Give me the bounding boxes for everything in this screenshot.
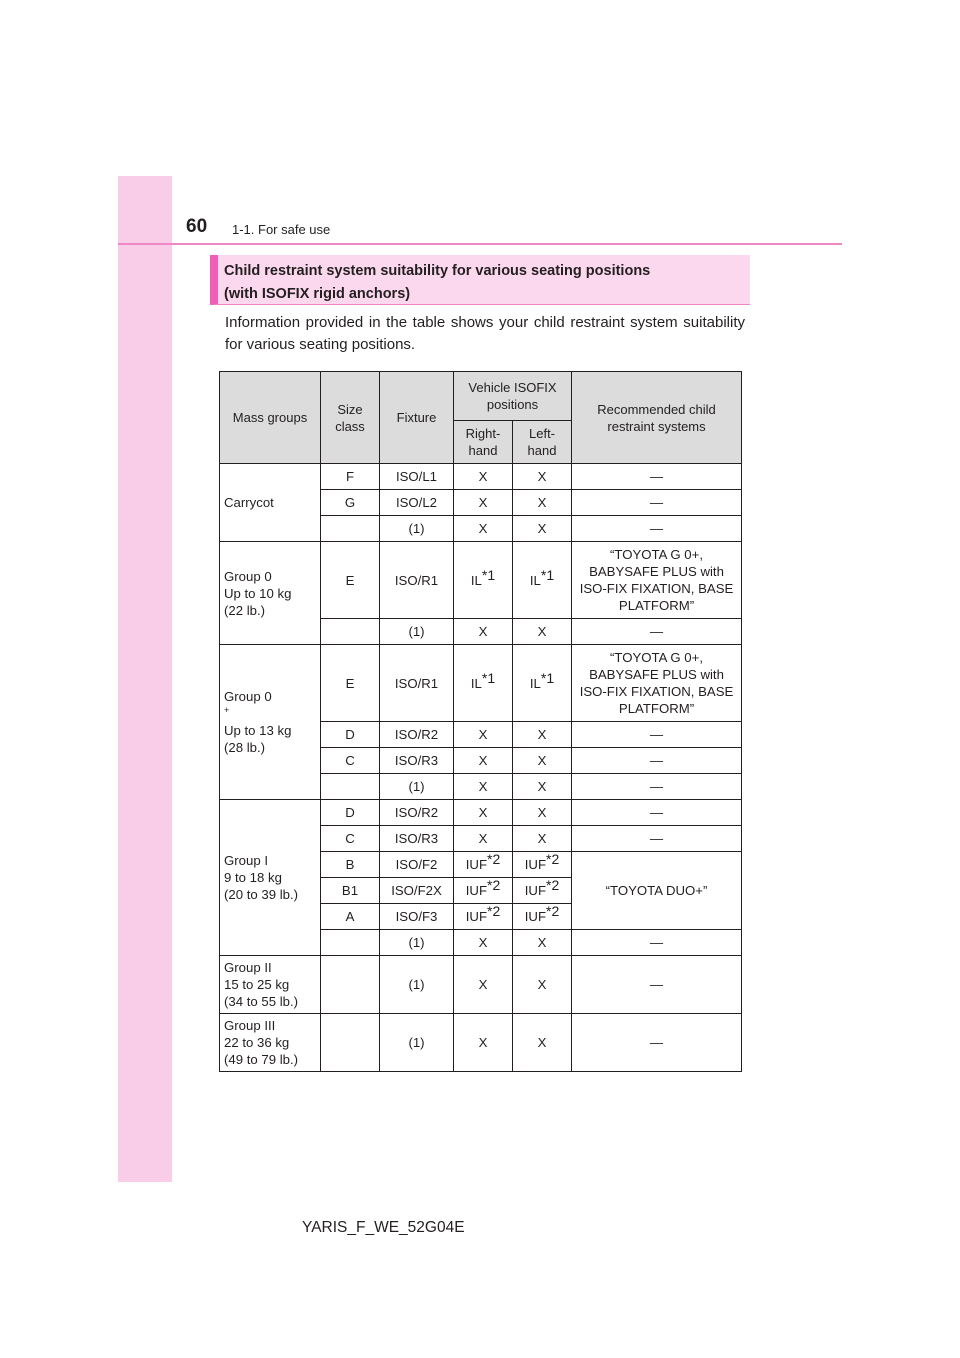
intro-paragraph: Information provided in the table shows your child restraint system suitability for various seating positions. [225,314,745,353]
cell-size [321,774,380,800]
cell-fixture: ISO/R3 [380,748,454,774]
cell-size: E [321,542,380,619]
cell-recommended: “TOYOTA G 0+, BABYSAFE PLUS with ISO-FIX FIXATION, BASE PLATFORM” [572,542,742,619]
cell-size [321,956,380,1014]
group-0-plus: Group 0 + Up to 13 kg (28 lb.) [220,645,321,800]
cell-right: X [454,774,513,800]
header-size-class: Size class [321,372,380,464]
header-left-hand: Left-hand [513,421,572,464]
cell-fixture: ISO/F2 [380,852,454,878]
cell-right: X [454,1014,513,1072]
cell-left: X [513,516,572,542]
cell-left: IUF$^{*2}$ [513,852,572,878]
cell-fixture: ISO/L1 [380,464,454,490]
cell-size: G [321,490,380,516]
cell-fixture: (1) [380,956,454,1014]
cell-left: X [513,464,572,490]
cell-size [321,619,380,645]
cell-recommended: — [572,800,742,826]
cell-right: X [454,516,513,542]
cell-size [321,930,380,956]
cell-fixture: (1) [380,774,454,800]
group-1: Group I 9 to 18 kg (20 to 39 lb.) [220,800,321,956]
cell-left: IL$^{*1}$ [513,542,572,619]
cell-fixture: (1) [380,516,454,542]
cell-fixture: ISO/R2 [380,800,454,826]
cell-recommended: — [572,516,742,542]
cell-right: IL$^{*1}$ [454,645,513,722]
cell-right: X [454,464,513,490]
cell-fixture: (1) [380,619,454,645]
page-number: 60 [186,216,208,237]
header-fixture: Fixture [380,372,454,464]
cell-left: X [513,774,572,800]
cell-recommended: “TOYOTA DUO+” [572,852,742,930]
cell-fixture: ISO/L2 [380,490,454,516]
cell-size: C [321,748,380,774]
cell-size: D [321,722,380,748]
cell-left: X [513,826,572,852]
cell-right: IUF$^{*2}$ [454,852,513,878]
cell-left: IUF$^{*2}$ [513,904,572,930]
cell-right: X [454,619,513,645]
cell-right: IUF$^{*2}$ [454,904,513,930]
cell-size: A [321,904,380,930]
cell-left: X [513,1014,572,1072]
header-recommended: Recommended child restraint systems [572,372,742,464]
footer-doc-code: YARIS_F_WE_52G04E [302,1219,465,1236]
section-title-line1: Child restraint system suitability for various seating positions [224,263,651,279]
group-3: Group III 22 to 36 kg (49 to 79 lb.) [220,1014,321,1072]
cell-recommended: — [572,1014,742,1072]
cell-recommended: — [572,956,742,1014]
side-color-band [118,176,172,1182]
cell-right: X [454,826,513,852]
cell-left: X [513,722,572,748]
cell-fixture: ISO/F2X [380,878,454,904]
cell-size: C [321,826,380,852]
cell-right: X [454,930,513,956]
cell-recommended: — [572,619,742,645]
cell-left: X [513,930,572,956]
cell-recommended: — [572,774,742,800]
cell-size: F [321,464,380,490]
cell-right: X [454,490,513,516]
cell-size [321,516,380,542]
cell-size: E [321,645,380,722]
group-carrycot: Carrycot [220,464,321,542]
chapter-title: 1-1. For safe use [232,222,331,237]
cell-right: IUF$^{*2}$ [454,878,513,904]
cell-left: X [513,956,572,1014]
cell-recommended: — [572,748,742,774]
cell-left: IUF$^{*2}$ [513,878,572,904]
cell-left: X [513,619,572,645]
section-title [210,255,750,305]
cell-size [321,1014,380,1072]
cell-fixture: ISO/R2 [380,722,454,748]
header-vehicle-positions: Vehicle ISOFIX positions [454,372,572,421]
cell-right: X [454,748,513,774]
cell-fixture: ISO/R1 [380,542,454,619]
cell-fixture: (1) [380,1014,454,1072]
group-0: Group 0 Up to 10 kg (22 lb.) [220,542,321,645]
cell-recommended: — [572,826,742,852]
cell-size: D [321,800,380,826]
cell-right: IL$^{*1}$ [454,542,513,619]
header-mass-groups: Mass groups [220,372,321,464]
cell-fixture: ISO/R1 [380,645,454,722]
cell-recommended: “TOYOTA G 0+, BABYSAFE PLUS with ISO-FIX FIXATION, BASE PLATFORM” [572,645,742,722]
header-right-hand: Right-hand [454,421,513,464]
cell-fixture: ISO/F3 [380,904,454,930]
cell-right: X [454,956,513,1014]
cell-fixture: (1) [380,930,454,956]
header-rule [118,243,842,245]
cell-recommended: — [572,464,742,490]
group-2: Group II 15 to 25 kg (34 to 55 lb.) [220,956,321,1014]
cell-right: X [454,722,513,748]
suitability-table [219,371,742,1072]
cell-size: B1 [321,878,380,904]
cell-fixture: ISO/R3 [380,826,454,852]
cell-recommended: — [572,490,742,516]
cell-left: X [513,490,572,516]
cell-recommended: — [572,930,742,956]
cell-size: B [321,852,380,878]
cell-recommended: — [572,722,742,748]
cell-left: X [513,800,572,826]
cell-left: IL$^{*1}$ [513,645,572,722]
section-title-line2: (with ISOFIX rigid anchors) [224,286,411,302]
cell-right: X [454,800,513,826]
cell-left: X [513,748,572,774]
